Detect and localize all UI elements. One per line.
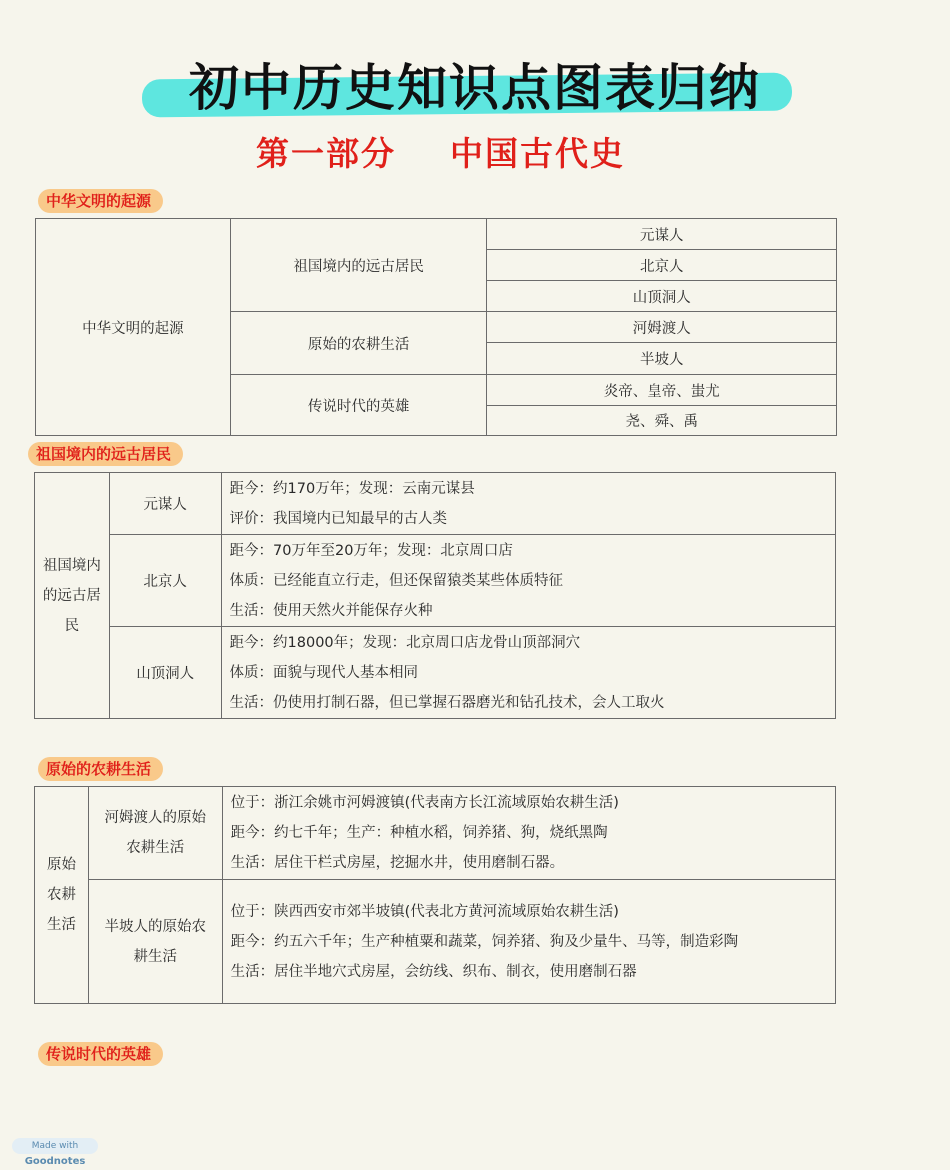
residents-table [34, 472, 836, 719]
goodnotes-watermark [12, 1138, 98, 1167]
detail-line: 距今：约五六千年；生产种植粟和蔬菜，饲养猪、狗及少量牛、马等，制造彩陶 [230, 933, 739, 950]
detail-line: 体质：已经能直立行走，但还保留猿类某些体质特征 [229, 572, 564, 589]
section-tag-origin: 中华文明的起源 [38, 189, 163, 213]
resident-name: 北京人 [109, 535, 221, 627]
resident-name: 元谋人 [109, 473, 221, 535]
detail-line: 位于：浙江余姚市河姆渡镇(代表南方长江流域原始农耕生活) [230, 795, 619, 811]
farming-name: 河姆渡人的原始农耕生活 [88, 787, 222, 880]
detail-line: 距今：约18000年；发现：北京周口店龙骨山顶部洞穴 [229, 634, 581, 651]
origin-group-farming: 原始的农耕生活 [230, 312, 487, 375]
farming-name: 半坡人的原始农耕生活 [88, 880, 222, 1004]
farming-root-cell: 原始农耕生活 [35, 787, 89, 1004]
origin-item: 山顶洞人 [487, 281, 837, 312]
origin-item: 尧、舜、禹 [487, 406, 837, 436]
watermark-brand: Goodnotes [24, 1156, 86, 1167]
section-tag-farming: 原始的农耕生活 [38, 757, 163, 781]
origin-group-residents: 祖国境内的远古居民 [230, 219, 487, 312]
farming-detail [222, 787, 835, 880]
page-title: 初中历史知识点图表归纳 [189, 59, 761, 117]
resident-detail [221, 627, 835, 719]
residents-root-cell: 祖国境内的远古居民 [35, 473, 110, 719]
detail-line: 生活：使用天然火并能保存火种 [229, 602, 433, 619]
detail-line: 体质：面貌与现代人基本相同 [229, 664, 419, 681]
detail-line: 评价：我国境内已知最早的古人类 [229, 510, 448, 527]
detail-line: 距今：约七千年；生产：种植水稻，饲养猪、狗，烧纸黑陶 [230, 825, 608, 841]
detail-line: 距今：70万年至20万年；发现：北京周口店 [229, 542, 513, 559]
origin-item: 半坡人 [487, 343, 837, 375]
origin-item: 炎帝、皇帝、蚩尤 [487, 375, 837, 406]
farming-detail [222, 880, 835, 1004]
origin-item: 北京人 [487, 250, 837, 281]
title-area [0, 48, 950, 120]
origin-item: 元谋人 [487, 219, 837, 250]
origin-root-cell: 中华文明的起源 [36, 219, 231, 436]
section-tag-residents: 祖国境内的远古居民 [28, 442, 183, 466]
resident-name: 山顶洞人 [109, 627, 221, 719]
resident-detail [221, 473, 835, 535]
detail-line: 生活：居住半地穴式房屋，会纺线、织布、制衣，使用磨制石器 [230, 963, 637, 980]
resident-detail [221, 535, 835, 627]
detail-line: 生活：仍使用打制石器，但已掌握石器磨光和钻孔技术，会人工取火 [229, 694, 665, 711]
detail-line: 生活：居住干栏式房屋，挖掘水井，使用磨制石器。 [230, 855, 565, 871]
origin-item: 河姆渡人 [487, 312, 837, 343]
detail-line: 位于：陕西西安市郊半坡镇(代表北方黄河流域原始农耕生活) [230, 903, 619, 920]
origin-group-legends: 传说时代的英雄 [230, 375, 487, 436]
farming-table [34, 786, 836, 1004]
origin-table [35, 218, 837, 436]
watermark-prefix: Made with [31, 1141, 79, 1151]
page-subtitle: 第一部分 中国古代史 [256, 134, 625, 173]
detail-line: 距今：约170万年；发现：云南元谋县 [229, 480, 475, 497]
section-tag-legends: 传说时代的英雄 [38, 1042, 163, 1066]
